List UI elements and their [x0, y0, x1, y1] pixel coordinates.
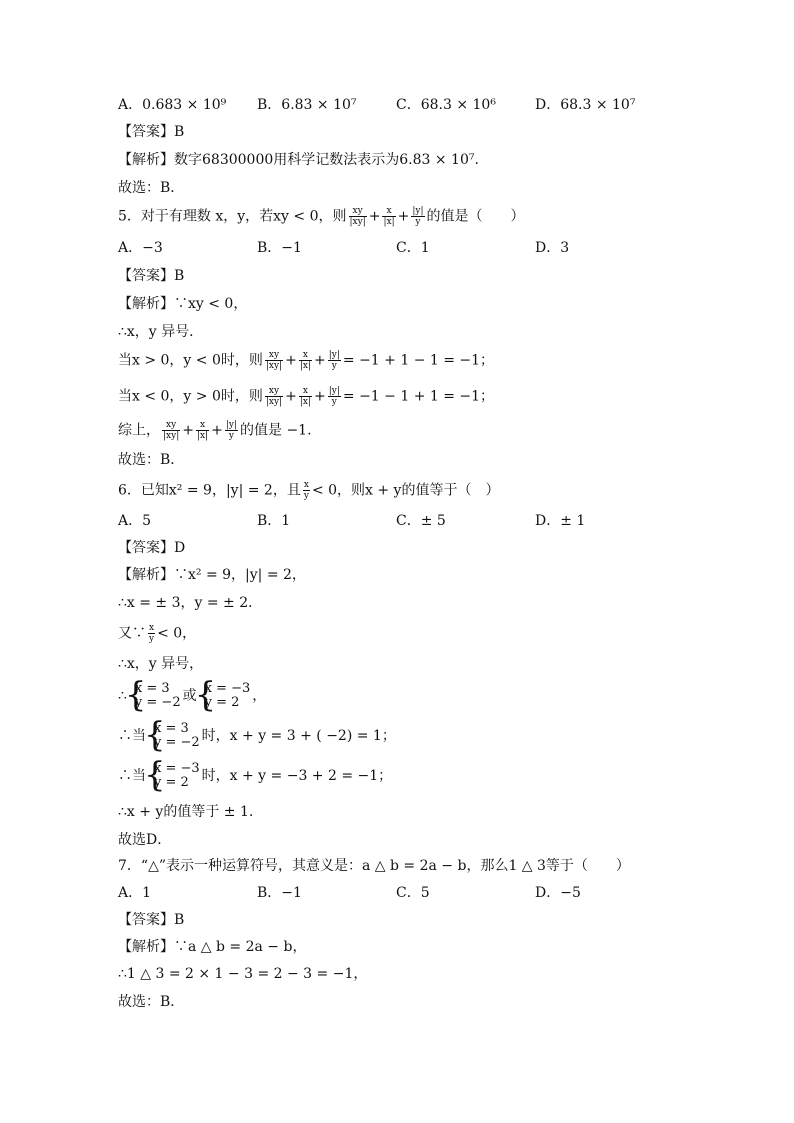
q5-analysis-1: 【解析】∵xy < 0， [118, 296, 248, 312]
q6-option-a: A．5 [118, 513, 152, 529]
q4-option-c: C．68.3 × 10⁶ [396, 97, 496, 113]
numerator: |y| [328, 350, 340, 360]
q5-frac-2 [299, 350, 312, 371]
q6-systems [118, 682, 754, 710]
q7-analysis-1: 【解析】∵a △ b = 2a − b， [118, 939, 307, 955]
equation: { x = 3 [134, 681, 170, 696]
q5-stem-post: 的值是（ ） [426, 208, 525, 225]
numerator: x [303, 480, 309, 490]
numerator: xy [268, 350, 280, 360]
denominator: |xy| [349, 217, 366, 227]
q7-stem: 7．“△”表示一种运算符号，其意义是：a △ b = 2a − b，那么1 △ 3等于（ ） [118, 858, 630, 874]
q6-case-2-pre: ∴当 [118, 768, 146, 784]
q6-system-2 [146, 762, 200, 790]
q6-conclusion: 故选D． [118, 832, 172, 848]
q5-frac-3 [225, 420, 238, 441]
q4-option-d: D．68.3 × 10⁷ [535, 97, 636, 113]
q5-analysis-2: ∴x，y 异号． [118, 324, 204, 340]
q6-system-2 [197, 682, 251, 710]
q5-option-a: A．−3 [118, 240, 163, 256]
denominator: |x| [196, 431, 209, 441]
q6-option-c: C．± 5 [396, 513, 446, 529]
q6-answer: 【答案】D [118, 540, 186, 556]
numerator: x [302, 386, 308, 396]
equation: { x = −3 [154, 761, 200, 776]
q4-option-b: B．6.83 × 10⁷ [257, 97, 357, 113]
numerator: |y| [328, 386, 340, 396]
q6-analysis-3 [118, 623, 754, 644]
q6-frac [148, 623, 155, 644]
q5-case-2-pre: 当x < 0，y > 0时，则 [118, 388, 263, 405]
equation: { x = 3 [154, 721, 189, 736]
q6-options [118, 511, 758, 531]
q6-analysis-2: ∴x = ± 3，y = ± 2． [118, 595, 263, 611]
q6-case-2-post: 时，x + y = −3 + 2 = −1； [201, 768, 393, 784]
numerator: x [386, 206, 392, 216]
denominator: |xy| [163, 431, 180, 441]
q5-frac-3 [328, 350, 341, 371]
q6-case-1 [118, 722, 754, 750]
numerator: xy [352, 206, 363, 216]
numerator: |y| [412, 206, 424, 216]
q5-stem: 5．对于有理数 x，y，若xy < 0，则 $\frac{xy}{|xy|}$ + $\frac{x}{|x|}$ + $\frac{|y|}{y}$ 的值是（ ） [118, 206, 525, 227]
q5-option-b: B．−1 [257, 240, 302, 256]
q4-options [118, 95, 758, 115]
equation: y = −2 [134, 695, 181, 710]
q5-option-d: D．3 [535, 240, 570, 256]
q6-option-d: D．± 1 [535, 513, 586, 529]
q6-sys-pre: ∴ [118, 688, 127, 704]
denominator: y [411, 216, 424, 227]
q7-answer: 【答案】B [118, 912, 185, 928]
q4-analysis: 【解析】数字68300000用科学记数法表示为6.83 × 10⁷. [118, 152, 479, 168]
q4-option-a: A．0.683 × 10⁹ [118, 97, 227, 113]
equation: { x = −3 [204, 681, 251, 696]
denominator: y [328, 396, 341, 407]
q6-stem-post: < 0，则x + y的值等于（ ） [311, 482, 500, 499]
q6-analysis-3-pre: 又∵ [118, 625, 146, 642]
numerator: x [200, 420, 206, 430]
q6-stem-pre: 6．已知x² = 9，|y| = 2，且 [118, 482, 301, 499]
q5-frac-2 [299, 386, 312, 407]
q5-frac-1 [265, 386, 283, 407]
q5-summary-pre: 综上， [118, 422, 160, 439]
denominator: y [149, 634, 155, 644]
q6-system-1 [127, 682, 181, 710]
q5-summary: 综上， $\frac{xy}{|xy|}$ + $\frac{x}{|x|}$ + $\frac{|y|}{y}$ 的值是 −1. [118, 420, 312, 441]
q6-frac [303, 480, 310, 501]
q7-analysis-2: ∴1 △ 3 = 2 × 1 − 3 = 2 − 3 = −1， [118, 966, 368, 982]
q5-options [118, 238, 758, 258]
equation: y = 2 [154, 775, 189, 790]
q7-option-a: A．1 [118, 885, 152, 901]
q5-case-1-pre: 当x > 0，y < 0时，则 [118, 352, 263, 369]
q7-option-b: B．−1 [257, 885, 302, 901]
q5-conclusion: 故选：B． [118, 452, 185, 468]
numerator: x [149, 623, 155, 633]
q6-result: ∴x + y的值等于 ± 1. [118, 804, 254, 820]
q6-system-1 [146, 722, 200, 750]
q6-sys-or: 或 [182, 688, 197, 704]
denominator: |x| [383, 217, 395, 227]
q6-analysis-4: ∴x，y 异号， [118, 656, 204, 672]
denominator: |xy| [265, 397, 283, 407]
q5-frac-2 [196, 420, 209, 441]
q6-analysis-3-post: < 0， [157, 625, 197, 642]
numerator: xy [268, 386, 280, 396]
q7-option-c: C．5 [396, 885, 430, 901]
denominator: |x| [299, 397, 311, 407]
equation: y = 2 [204, 695, 240, 710]
q5-frac-3 [411, 206, 424, 227]
q5-frac-2 [382, 206, 395, 227]
denominator: y [225, 430, 238, 441]
q6-case-2 [118, 762, 754, 790]
q6-case-1-post: 时，x + y = 3 + ( −2) = 1； [201, 728, 396, 744]
q5-frac-1 [349, 206, 367, 227]
denominator: |x| [299, 361, 311, 371]
q6-sys-post: ， [252, 688, 267, 704]
q5-case-2-post: = −1 − 1 + 1 = −1； [342, 388, 495, 405]
q6-option-b: B．1 [257, 513, 291, 529]
q7-conclusion: 故选：B． [118, 994, 185, 1010]
q5-case-2: 当x < 0，y > 0时，则 $\frac{xy}{|xy|}$ + $\frac{x}{|x|}$ + $\frac{|y|}{y}$ = −1 − 1 + 1 = −1； [118, 386, 495, 407]
q5-stem-pre: 5．对于有理数 x，y，若xy < 0，则 [118, 208, 347, 225]
denominator: y [328, 360, 341, 371]
numerator: xy [166, 420, 177, 430]
q7-options [118, 883, 758, 903]
q6-stem [118, 480, 754, 501]
q5-option-c: C．1 [396, 240, 430, 256]
equation: y = −2 [154, 735, 200, 750]
numerator: |y| [225, 420, 237, 430]
q6-case-1-pre: ∴当 [118, 728, 146, 744]
q4-conclusion: 故选：B． [118, 180, 185, 196]
numerator: x [302, 350, 308, 360]
denominator: |xy| [265, 361, 283, 371]
denominator: y [303, 491, 309, 501]
q7-option-d: D．−5 [535, 885, 581, 901]
q5-summary-post: 的值是 −1. [240, 422, 312, 439]
q5-frac-3 [328, 386, 341, 407]
q5-case-1: 当x > 0，y < 0时，则 $\frac{xy}{|xy|}$ + $\frac{x}{|x|}$ + $\frac{|y|}{y}$ = −1 + 1 − 1 = −1； [118, 350, 495, 371]
q5-frac-1 [265, 350, 283, 371]
q6-analysis-1: 【解析】∵x² = 9，|y| = 2， [118, 567, 306, 583]
q4-answer: 【答案】B [118, 124, 185, 140]
q5-answer: 【答案】B [118, 268, 185, 284]
q5-case-1-post: = −1 + 1 − 1 = −1； [342, 352, 495, 369]
q5-frac-1 [162, 420, 180, 441]
